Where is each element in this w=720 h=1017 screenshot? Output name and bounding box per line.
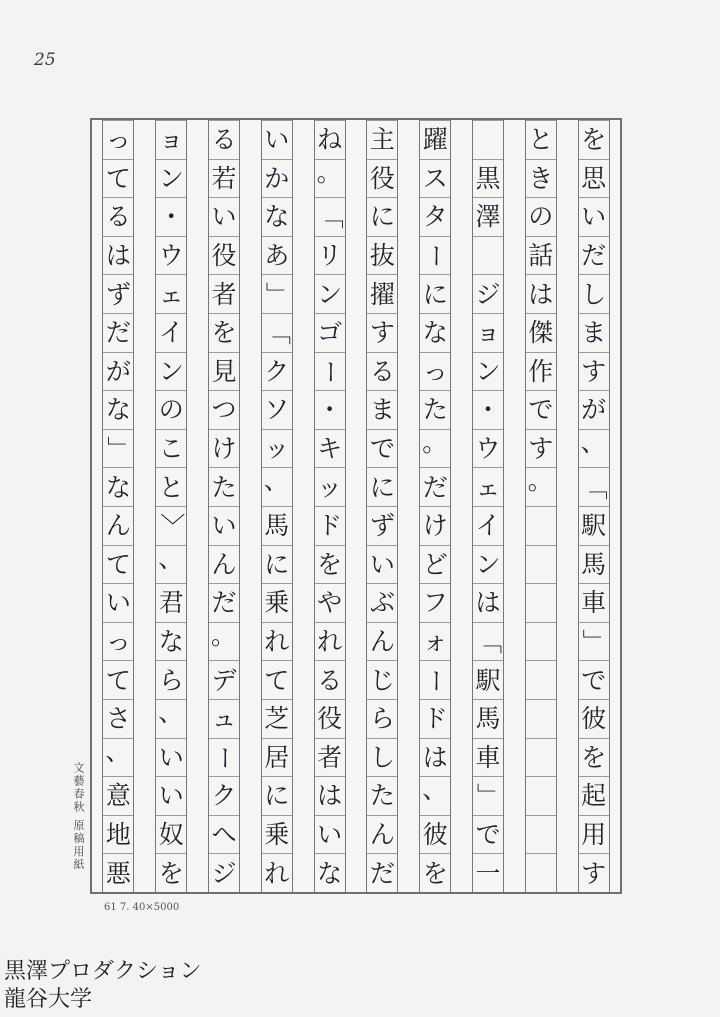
manuscript-cell: ン — [473, 545, 503, 584]
manuscript-cell: や — [315, 583, 345, 622]
manuscript-cell: に — [262, 545, 292, 584]
manuscript-cell: だ — [579, 236, 609, 275]
manuscript-cell: ソ — [262, 390, 292, 429]
manuscript-cell: 役 — [209, 236, 239, 275]
manuscript-cell: デ — [209, 660, 239, 699]
manuscript-cell: 」 — [473, 776, 503, 815]
manuscript-cell: ん — [367, 622, 397, 661]
manuscript-cell: 乗 — [262, 583, 292, 622]
manuscript-column — [472, 120, 504, 892]
manuscript-cell: ッ — [262, 429, 292, 468]
manuscript-cell: な — [103, 467, 133, 506]
manuscript-cell: ス — [420, 159, 450, 198]
manuscript-cell: る — [367, 352, 397, 391]
manuscript-cell: ン — [156, 352, 186, 391]
manuscript-cell: ジ — [209, 853, 239, 892]
manuscript-cell: 、 — [262, 467, 292, 506]
manuscript-cell: が — [103, 352, 133, 391]
manuscript-cell: 「 — [579, 467, 609, 506]
manuscript-cell: 」 — [579, 622, 609, 661]
manuscript-cell: ・ — [156, 197, 186, 236]
manuscript-cell: の — [156, 390, 186, 429]
manuscript-cell: 奴 — [156, 815, 186, 854]
manuscript-column — [578, 120, 610, 892]
manuscript-cell: 話 — [526, 236, 556, 275]
manuscript-cell: ェ — [473, 467, 503, 506]
manuscript-cell: 。 — [209, 622, 239, 661]
manuscript-cell: 馬 — [579, 545, 609, 584]
manuscript-column — [525, 120, 557, 892]
manuscript-cell — [526, 815, 556, 854]
manuscript-cell: 。 — [526, 467, 556, 506]
manuscript-cell: 居 — [262, 738, 292, 777]
manuscript-cell: 抜 — [367, 236, 397, 275]
manuscript-cell: す — [526, 429, 556, 468]
manuscript-cell: 「 — [473, 622, 503, 661]
manuscript-cell: ッ — [315, 467, 345, 506]
manuscript-cell: ド — [315, 506, 345, 545]
manuscript-cell: ん — [209, 545, 239, 584]
manuscript-cell: と — [526, 120, 556, 159]
manuscript-cell: リ — [315, 236, 345, 275]
manuscript-cell: 、 — [420, 776, 450, 815]
manuscript-cell: つ — [209, 390, 239, 429]
manuscript-column — [155, 120, 187, 892]
manuscript-cell: ン — [315, 274, 345, 313]
manuscript-cell: ク — [262, 352, 292, 391]
manuscript-cell: ー — [420, 660, 450, 699]
manuscript-cell: だ — [103, 313, 133, 352]
manuscript-cell: ー — [315, 352, 345, 391]
manuscript-cell: ね — [315, 120, 345, 159]
manuscript-cell: 地 — [103, 815, 133, 854]
manuscript-cell: ク — [209, 776, 239, 815]
manuscript-cell: に — [262, 776, 292, 815]
manuscript-cell: こ — [156, 429, 186, 468]
manuscript-cell: キ — [315, 429, 345, 468]
manuscript-cell: ー — [209, 738, 239, 777]
manuscript-cell: ジ — [473, 274, 503, 313]
manuscript-cell: す — [579, 853, 609, 892]
manuscript-cell: け — [209, 429, 239, 468]
manuscript-cell: ぶ — [367, 583, 397, 622]
manuscript-cell: 馬 — [473, 699, 503, 738]
manuscript-cell: と — [156, 467, 186, 506]
manuscript-cell: 」 — [103, 429, 133, 468]
manuscript-cell: な — [420, 313, 450, 352]
manuscript-cell: ン — [156, 159, 186, 198]
manuscript-cell: で — [473, 815, 503, 854]
manuscript-cell: る — [103, 197, 133, 236]
manuscript-cell: 作 — [526, 352, 556, 391]
manuscript-cell: で — [526, 390, 556, 429]
manuscript-cell: 車 — [579, 583, 609, 622]
manuscript-cell: 「 — [315, 197, 345, 236]
manuscript-cell: ド — [420, 699, 450, 738]
manuscript-cell: い — [262, 120, 292, 159]
manuscript-cell: 乗 — [262, 815, 292, 854]
manuscript-column — [366, 120, 398, 892]
footer-credits — [4, 958, 202, 1014]
manuscript-cell: な — [156, 622, 186, 661]
manuscript-cell: 君 — [156, 583, 186, 622]
manuscript-column — [102, 120, 134, 892]
manuscript-cell: を — [209, 313, 239, 352]
manuscript-cell: い — [103, 583, 133, 622]
manuscript-cell: 、 — [103, 738, 133, 777]
manuscript-cell: れ — [262, 853, 292, 892]
manuscript-cell: だ — [209, 583, 239, 622]
manuscript-cell: ん — [103, 506, 133, 545]
manuscript-grid — [90, 118, 622, 894]
manuscript-cell: な — [103, 390, 133, 429]
manuscript-cell — [526, 506, 556, 545]
manuscript-cell: 芝 — [262, 699, 292, 738]
manuscript-cell: っ — [103, 120, 133, 159]
manuscript-cell: ん — [367, 815, 397, 854]
manuscript-cell: イ — [473, 506, 503, 545]
manuscript-cell: を — [315, 545, 345, 584]
manuscript-cell: ・ — [315, 390, 345, 429]
manuscript-cell: し — [579, 274, 609, 313]
manuscript-cell: フ — [420, 583, 450, 622]
manuscript-cell: が — [579, 390, 609, 429]
manuscript-cell: 」 — [262, 274, 292, 313]
manuscript-cell: 躍 — [420, 120, 450, 159]
manuscript-cell: か — [262, 159, 292, 198]
manuscript-cell — [473, 120, 503, 159]
manuscript-cell: き — [526, 159, 556, 198]
manuscript-cell: い — [209, 197, 239, 236]
manuscript-cell: 用 — [579, 815, 609, 854]
footer-line-production: 黒澤プロダクション — [4, 959, 202, 984]
manuscript-cell: に — [367, 467, 397, 506]
manuscript-cell: ・ — [473, 390, 503, 429]
manuscript-cell: 澤 — [473, 197, 503, 236]
manuscript-cell — [526, 545, 556, 584]
manuscript-cell: な — [315, 853, 345, 892]
manuscript-column — [419, 120, 451, 892]
manuscript-cell — [526, 699, 556, 738]
manuscript-cell: ま — [367, 390, 397, 429]
manuscript-cell: を — [579, 738, 609, 777]
manuscript-cell: ゴ — [315, 313, 345, 352]
manuscript-cell: て — [103, 660, 133, 699]
manuscript-cell: 意 — [103, 776, 133, 815]
manuscript-cell: で — [579, 660, 609, 699]
manuscript-cell: 車 — [473, 738, 503, 777]
manuscript-cell: す — [367, 313, 397, 352]
manuscript-cell: 、 — [579, 429, 609, 468]
manuscript-cell: 役 — [315, 699, 345, 738]
manuscript-column — [208, 120, 240, 892]
manuscript-cell: に — [420, 274, 450, 313]
manuscript-cell: 。 — [315, 159, 345, 198]
paper-brand-label: 文藝春秋 原稿用紙 — [72, 762, 85, 872]
manuscript-cell: て — [103, 545, 133, 584]
manuscript-cell: 駅 — [579, 506, 609, 545]
manuscript-cell: い — [209, 506, 239, 545]
manuscript-cell: れ — [315, 622, 345, 661]
manuscript-cell: た — [367, 776, 397, 815]
manuscript-cell: ず — [367, 506, 397, 545]
manuscript-cell: 「 — [262, 313, 292, 352]
manuscript-cell: ら — [367, 699, 397, 738]
manuscript-cell: を — [579, 120, 609, 159]
manuscript-cell — [526, 660, 556, 699]
manuscript-cell: 一 — [473, 853, 503, 892]
manuscript-cell: る — [315, 660, 345, 699]
manuscript-cell: を — [420, 853, 450, 892]
manuscript-cell: ど — [420, 545, 450, 584]
manuscript-cell: い — [156, 738, 186, 777]
manuscript-cell: ず — [103, 274, 133, 313]
manuscript-cell — [473, 236, 503, 275]
manuscript-cell: 悪 — [103, 853, 133, 892]
manuscript-cell: ョ — [473, 313, 503, 352]
paper-code: 61 7. 40×5000 — [104, 902, 180, 913]
manuscript-cell: は — [420, 738, 450, 777]
manuscript-cell: だ — [367, 853, 397, 892]
manuscript-cell: を — [156, 853, 186, 892]
manuscript-cell: は — [103, 236, 133, 275]
manuscript-cell: い — [315, 815, 345, 854]
manuscript-cell: れ — [262, 622, 292, 661]
manuscript-cell: い — [579, 197, 609, 236]
manuscript-cell — [526, 738, 556, 777]
manuscript-cell: 見 — [209, 352, 239, 391]
manuscript-cell: ー — [420, 236, 450, 275]
manuscript-cell: 若 — [209, 159, 239, 198]
manuscript-cell: ョ — [156, 120, 186, 159]
manuscript-cell — [526, 853, 556, 892]
manuscript-cell: に — [367, 197, 397, 236]
manuscript-cell: て — [262, 660, 292, 699]
manuscript-cell: へ — [209, 815, 239, 854]
manuscript-cell: 者 — [315, 738, 345, 777]
manuscript-cell: 彼 — [420, 815, 450, 854]
manuscript-cell: 馬 — [262, 506, 292, 545]
page-number: 25 — [34, 50, 56, 70]
manuscript-cell: 彼 — [579, 699, 609, 738]
manuscript-cell: 、 — [156, 545, 186, 584]
manuscript-cell: で — [367, 429, 397, 468]
manuscript-cell: 。 — [420, 429, 450, 468]
manuscript-cell: し — [367, 738, 397, 777]
manuscript-column — [261, 120, 293, 892]
manuscript-cell: 黒 — [473, 159, 503, 198]
manuscript-cell: 、 — [156, 699, 186, 738]
manuscript-cell: 思 — [579, 159, 609, 198]
manuscript-cell: は — [315, 776, 345, 815]
manuscript-cell: た — [209, 467, 239, 506]
manuscript-cell: 傑 — [526, 313, 556, 352]
manuscript-cell: は — [473, 583, 503, 622]
manuscript-cell: ウ — [156, 236, 186, 275]
manuscript-cell: の — [526, 197, 556, 236]
manuscript-cell: 主 — [367, 120, 397, 159]
manuscript-cell: だ — [420, 467, 450, 506]
manuscript-cell: っ — [103, 622, 133, 661]
manuscript-cell: 起 — [579, 776, 609, 815]
footer-line-university: 龍谷大学 — [4, 987, 93, 1012]
manuscript-cell: タ — [420, 197, 450, 236]
manuscript-cell: ェ — [156, 274, 186, 313]
manuscript-cell: 擢 — [367, 274, 397, 313]
manuscript-cell: ウ — [473, 429, 503, 468]
manuscript-cell: ォ — [420, 622, 450, 661]
manuscript-cell: 〉 — [156, 506, 186, 545]
manuscript-cell: け — [420, 506, 450, 545]
manuscript-cell: は — [526, 274, 556, 313]
manuscript-cell: 駅 — [473, 660, 503, 699]
manuscript-cell: じ — [367, 660, 397, 699]
manuscript-cell: ら — [156, 660, 186, 699]
manuscript-cell: さ — [103, 699, 133, 738]
manuscript-cell: ュ — [209, 699, 239, 738]
manuscript-cell — [526, 776, 556, 815]
manuscript-cell: す — [579, 352, 609, 391]
manuscript-cell: な — [262, 197, 292, 236]
manuscript-cell: ま — [579, 313, 609, 352]
manuscript-cell: 者 — [209, 274, 239, 313]
manuscript-cell: る — [209, 120, 239, 159]
manuscript-column — [314, 120, 346, 892]
manuscript-cell: イ — [156, 313, 186, 352]
manuscript-cell: い — [156, 776, 186, 815]
manuscript-cell: た — [420, 390, 450, 429]
manuscript-cell: て — [103, 159, 133, 198]
manuscript-cell: あ — [262, 236, 292, 275]
manuscript-cell: ン — [473, 352, 503, 391]
manuscript-cell: 役 — [367, 159, 397, 198]
manuscript-cell — [526, 583, 556, 622]
manuscript-cell — [526, 622, 556, 661]
manuscript-cell: っ — [420, 352, 450, 391]
manuscript-cell: い — [367, 545, 397, 584]
